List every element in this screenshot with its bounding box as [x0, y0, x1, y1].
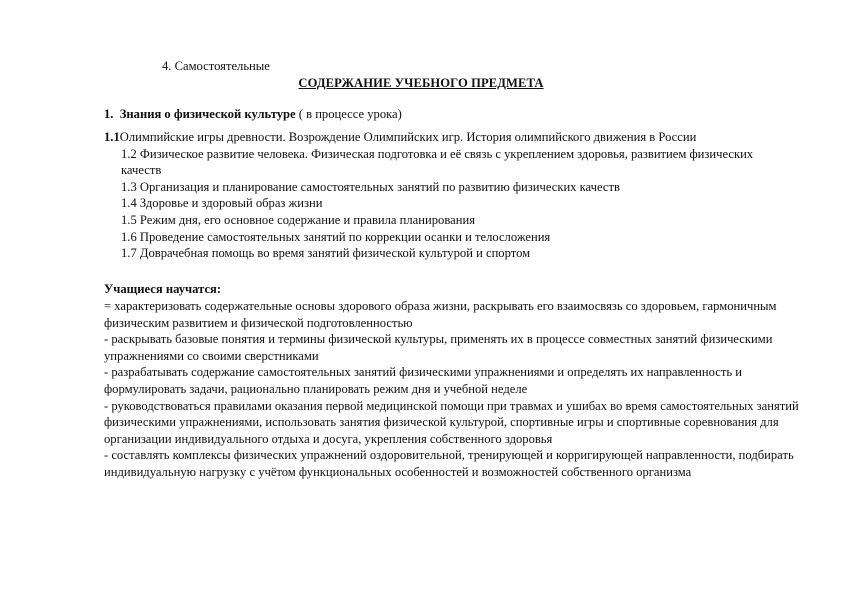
section-heading-bold: Знания о физической культуре: [119, 107, 296, 121]
topic-item: 1.6 Проведение самостоятельных занятий по коррекции осанки и телосложения: [121, 229, 551, 244]
list-item-independent: 4. Самостоятельные: [162, 59, 270, 73]
outcome-list: [104, 298, 804, 481]
learners-heading: Учащиеся научатся:: [104, 282, 222, 296]
topic-item: 1.5 Режим дня, его основное содержание и правила планирования: [121, 212, 475, 227]
page-title: СОДЕРЖАНИЕ УЧЕБНОГО ПРЕДМЕТА: [298, 76, 544, 90]
section-heading-rest: ( в процессе урока): [295, 107, 402, 121]
topic-item: 1.2 Физическое развитие человека. Физическая подготовка и её связь с укреплением здоровья, развитием физических качеств: [121, 146, 754, 178]
outcome-item: - разрабатывать содержание самостоятельных занятий физическими упражнениями и определять их направленность и формулировать задачи, рационально планировать режим дня и учебной неделе: [104, 365, 742, 396]
topic-item: 1.3 Организация и планирование самостоятельных занятий по развитию физических качеств: [121, 179, 620, 194]
topic-item: [104, 129, 784, 146]
outcome-item: - руководствоваться правилами оказания первой медицинской помощи при травмах и ушибах во время самостоятельных занятий физическими упражнениями, использовать занятия физической культурой, спортивные игры и спортивные соревнования для организации индивидуального отдыха и досуга, укрепления собственного здоровья: [104, 398, 799, 446]
topic-item: 1.4 Здоровье и здоровый образ жизни: [121, 196, 323, 211]
section-number: 1.: [104, 107, 114, 121]
topic-list: [104, 129, 784, 262]
section-heading: [104, 106, 402, 123]
outcome-item: - раскрывать базовые понятия и термины физической культуры, применять их в процессе совместных занятий физическими упражнениями со своими сверстниками: [104, 332, 773, 363]
topic-number: 1.1: [104, 130, 120, 144]
outcome-item: = характеризовать содержательные основы здорового образа жизни, раскрывать его взаимосвязь со здоровьем, гармоничным физическим развитием и физической подготовленностью: [104, 299, 777, 330]
topic-text: Олимпийские игры древности. Возрождение Олимпийских игр. История олимпийского движения в России: [119, 130, 697, 144]
topic-item: 1.7 Доврачебная помощь во время занятий физической культурой и спортом: [121, 246, 531, 261]
outcome-item: - составлять комплексы физических упражнений оздоровительной, тренирующей и корригирующей направленности, подбирать индивидуальную нагрузку с учётом функциональных особенностей и возможностей собственного организма: [104, 448, 794, 479]
